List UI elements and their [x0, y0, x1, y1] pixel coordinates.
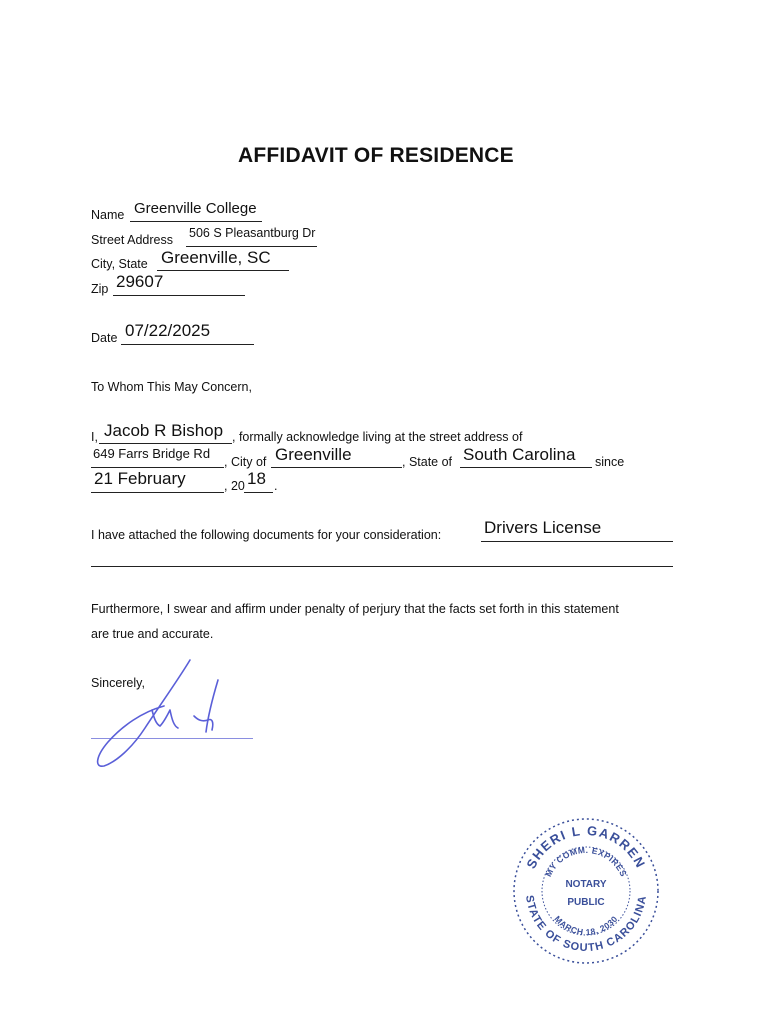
city-state-underline [157, 270, 289, 271]
city-state-value: Greenville, SC [161, 248, 271, 267]
state-value: South Carolina [463, 445, 576, 464]
city-value: Greenville [275, 445, 352, 464]
person-name-underline [99, 443, 232, 444]
year-value: 18 [247, 469, 266, 488]
date-underline [121, 344, 254, 345]
notary-seal [510, 815, 662, 967]
statement-period: . [274, 479, 278, 493]
date-value: 07/22/2025 [125, 321, 211, 340]
since-date-value: 21 February [94, 469, 186, 488]
person-name-value: Jacob R Bishop [104, 421, 224, 440]
handwritten-signature [90, 650, 230, 775]
seal-name-text: SHERI L GARREN [523, 822, 649, 872]
year-underline [244, 492, 273, 493]
city-underline [271, 467, 402, 468]
attachments-value: Drivers License [484, 518, 602, 537]
oath-line-1: Furthermore, I swear and affirm under penalty of perjury that the facts set forth in this statement [91, 602, 619, 616]
zip-value: 29607 [116, 272, 164, 291]
city-of-label: , City of [224, 455, 267, 469]
since-date-underline [91, 492, 224, 493]
attachments-label: I have attached the following documents for your consideration: [91, 528, 442, 542]
seal-expires-date: MARCH 18, 2030 [552, 913, 620, 938]
seal-state-text: STATE OF SOUTH CAROLINA [523, 894, 649, 955]
name-value: Greenville College [134, 200, 257, 217]
street-address-value: 506 S Pleasantburg Dr [189, 226, 316, 240]
residence-street-underline [91, 467, 224, 468]
name-label: Name [91, 208, 125, 222]
svg-text:MARCH 18, 2030 [552, 914, 619, 937]
acknowledge-text: , formally acknowledge living at the street address of [232, 430, 523, 444]
residence-street-value: 649 Farrs Bridge Rd [93, 446, 211, 461]
state-of-label: , State of [402, 455, 453, 469]
state-underline [460, 467, 592, 468]
zip-label: Zip [91, 282, 109, 296]
document-title: AFFIDAVIT OF RESIDENCE [238, 144, 514, 167]
statement-i-prefix: I, [91, 430, 98, 444]
name-underline [130, 221, 262, 222]
seal-expires-label: MY COMM. EXPIRES [543, 844, 629, 879]
city-state-label: City, State [91, 257, 148, 271]
seal-center-notary: NOTARY [565, 879, 607, 890]
oath-line-2: are true and accurate. [91, 627, 214, 641]
svg-text:MY COMM. EXPIRES [543, 845, 629, 878]
attachments-underline [481, 541, 673, 542]
closing-sincerely: Sincerely, [91, 676, 145, 690]
seal-center-public: PUBLIC [567, 897, 605, 908]
year-prefix: , 20 [224, 479, 245, 493]
street-address-underline [186, 246, 317, 247]
attachments-second-underline [91, 566, 673, 567]
date-label: Date [91, 331, 118, 345]
since-label: since [595, 455, 625, 469]
salutation: To Whom This May Concern, [91, 380, 252, 394]
zip-underline [113, 295, 245, 296]
street-address-label: Street Address [91, 233, 173, 247]
